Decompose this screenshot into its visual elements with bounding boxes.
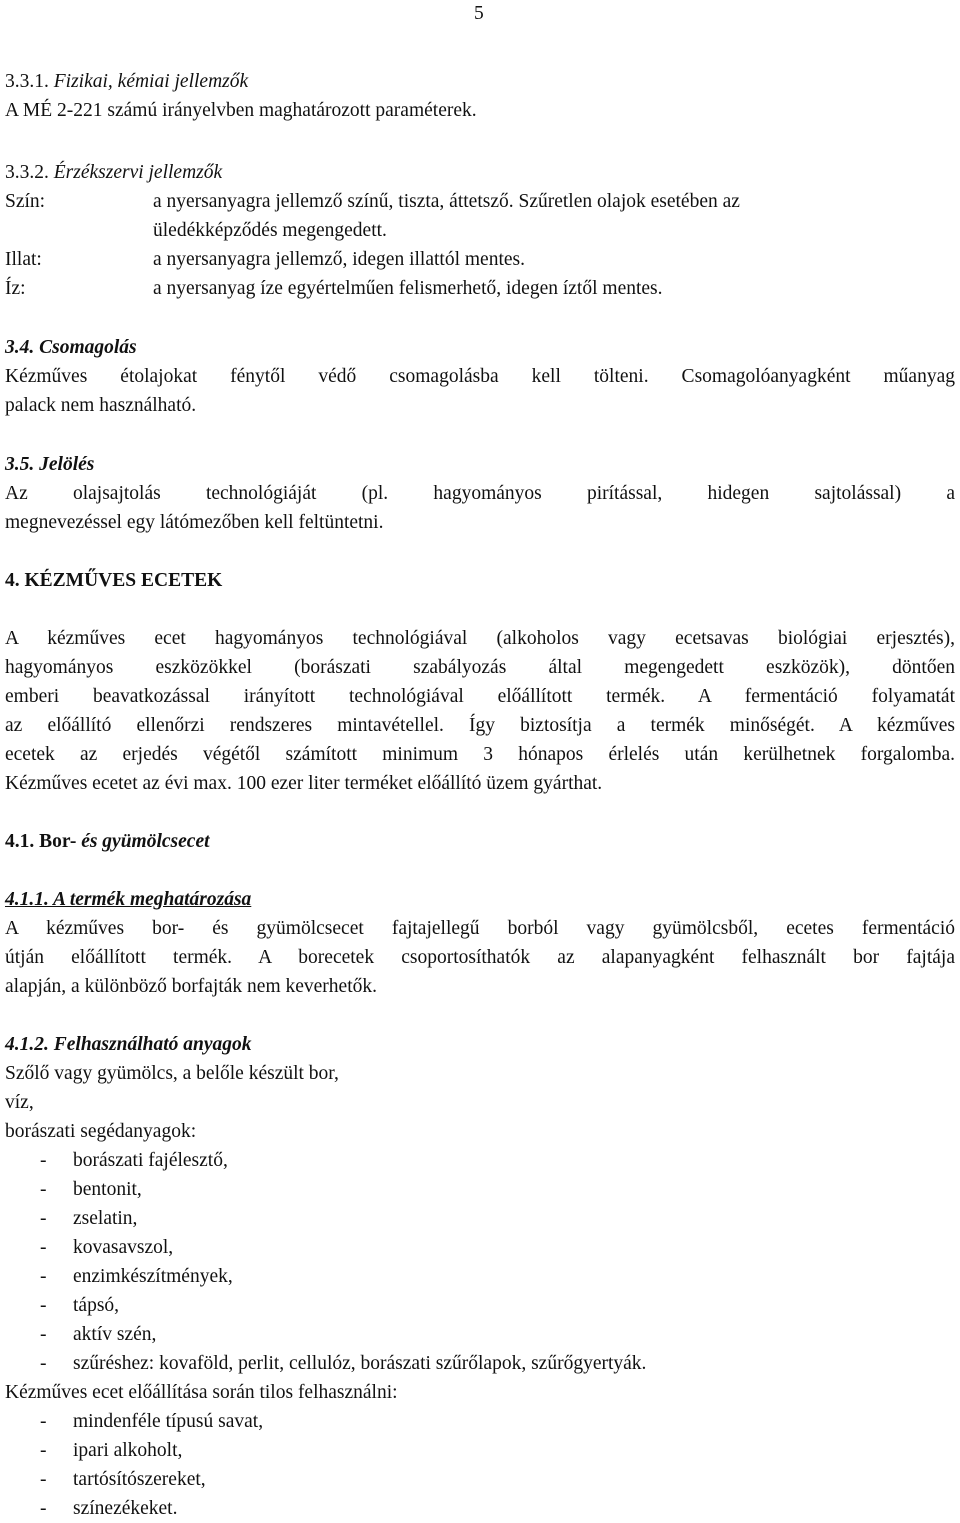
property-value: a nyersanyagra jellemző színű, tiszta, áttetsző. Szűretlen olajok esetében az: [153, 191, 740, 212]
property-value: a nyersanyagra jellemző, idegen illattól mentes.: [153, 249, 525, 270]
paragraph-line: A MÉ 2-221 számú irányelvben maghatározott paraméterek.: [5, 100, 477, 121]
property-row-smell: [5, 245, 955, 274]
page-number: 5: [474, 3, 484, 24]
list-dash: -: [40, 1324, 47, 1345]
heading-number: 3.3.1.: [5, 71, 49, 92]
list-item: [5, 1494, 955, 1523]
list-item-text: kovasavszol,: [73, 1237, 174, 1258]
list-item-text: borászati fajélesztő,: [73, 1150, 228, 1171]
paragraph-line: borászati segédanyagok:: [5, 1121, 197, 1142]
property-label: Íz:: [5, 278, 26, 299]
heading-title: Érzékszervi jellemzők: [53, 162, 223, 183]
section-3-3-2: [5, 158, 955, 303]
paragraph-line: útján előállított termék. A borecetek csoportosíthatók az alapanyagként felhasznált bor fajtája: [5, 947, 955, 968]
list-dash: -: [40, 1353, 47, 1374]
section-heading: 3.5. Jelölés: [5, 454, 95, 475]
section-heading: [5, 67, 955, 96]
list-dash: -: [40, 1237, 47, 1258]
list-item: [5, 1204, 955, 1233]
list-dash: -: [40, 1208, 47, 1229]
paragraph-line: emberi beavatkozással irányított technológiával előállított termék. A fermentáció folyamatát: [5, 686, 955, 707]
list-item-text: mindenféle típusú savat,: [73, 1411, 264, 1432]
list-dash: -: [40, 1150, 47, 1171]
heading-title: Fizikai, kémiai jellemzők: [53, 71, 249, 92]
property-value-continued: üledékképződés megengedett.: [153, 220, 387, 241]
list-dash: -: [40, 1498, 47, 1519]
list-item: [5, 1262, 955, 1291]
section-heading: 3.4. Csomagolás: [5, 337, 137, 358]
paragraph-line: Az olajsajtolás technológiáját (pl. hagyományos pirítással, hidegen sajtolással) a: [5, 483, 955, 504]
paragraph-line: Kézműves étolajokat fénytől védő csomagolásba kell tölteni. Csomagolóanyagként műanyag: [5, 366, 955, 387]
property-value: a nyersanyag íze egyértelműen felismerhető, idegen íztől mentes.: [153, 278, 663, 299]
section-4-1: [5, 827, 955, 856]
section-heading: [5, 827, 955, 856]
list-dash: -: [40, 1411, 47, 1432]
list-item-text: tartósítószereket,: [73, 1469, 206, 1490]
list-item: [5, 1407, 955, 1436]
list-item-text: aktív szén,: [73, 1324, 157, 1345]
list-dash: -: [40, 1266, 47, 1287]
list-item: [5, 1291, 955, 1320]
list-item-text: szűréshez: kovaföld, perlit, cellulóz, borászati szűrőlapok, szűrőgyertyák.: [73, 1353, 647, 1374]
property-label: Illat:: [5, 249, 42, 270]
paragraph-line: A kézműves ecet hagyományos technológiával (alkoholos vagy ecetsavas biológiai erjesztés),: [5, 628, 955, 649]
paragraph-line: hagyományos eszközökkel (borászati szabályozás által megengedett eszközök), döntően: [5, 657, 955, 678]
section-4: [5, 566, 955, 595]
paragraph-line: megnevezéssel egy látómezőben kell feltüntetni.: [5, 512, 384, 533]
paragraph-line: az előállító ellenőrzi rendszeres mintavétellel. Így biztosítja a termék minőségét. A kézműves: [5, 715, 955, 736]
list-dash: -: [40, 1295, 47, 1316]
heading-number: 3.3.2.: [5, 162, 49, 183]
property-row-taste: [5, 274, 955, 303]
chapter-heading: 4. KÉZMŰVES ECETEK: [5, 570, 223, 591]
paragraph-line: alapján, a különböző borfajták nem keverhetők.: [5, 976, 377, 997]
section-4-1-1: [5, 885, 955, 1001]
section-3-4: [5, 333, 955, 420]
paragraph-line: Kézműves ecetet az évi max. 100 ezer liter terméket előállító üzem gyárthat.: [5, 773, 603, 794]
list-item-text: zselatin,: [73, 1208, 138, 1229]
paragraph-line: ecetek az erjedés végétől számított minimum 3 hónapos érlelés után kerülhetnek forgalomba.: [5, 744, 955, 765]
heading-plain: 4.1. Bor-: [5, 831, 82, 852]
paragraph-line: víz,: [5, 1092, 34, 1113]
list-dash: -: [40, 1179, 47, 1200]
list-item-text: ipari alkoholt,: [73, 1440, 183, 1461]
paragraph-line: Kézműves ecet előállítása során tilos felhasználni:: [5, 1382, 398, 1403]
section-4-paragraph: [5, 624, 955, 798]
section-3-5: [5, 450, 955, 537]
list-item: [5, 1436, 955, 1465]
section-3-3-1: [5, 67, 955, 125]
list-item: [5, 1233, 955, 1262]
list-item: [5, 1320, 955, 1349]
section-heading: 4.1.2. Felhasználható anyagok: [5, 1034, 252, 1055]
list-item: [5, 1146, 955, 1175]
list-item-text: színezékeket.: [73, 1498, 178, 1519]
list-dash: -: [40, 1440, 47, 1461]
property-label: Szín:: [5, 191, 46, 212]
list-item-text: enzimkészítmények,: [73, 1266, 233, 1287]
list-item: [5, 1349, 955, 1378]
section-heading: 4.1.1. A termék meghatározása: [5, 889, 252, 910]
paragraph-line: A kézműves bor- és gyümölcsecet fajtajellegű borból vagy gyümölcsből, ecetes fermentáció: [5, 918, 955, 939]
list-item-text: tápsó,: [73, 1295, 120, 1316]
section-heading: [5, 158, 955, 187]
heading-italic: és gyümölcsecet: [81, 831, 210, 852]
property-row-color: [5, 187, 955, 216]
paragraph-line: palack nem használható.: [5, 395, 197, 416]
list-item-text: bentonit,: [73, 1179, 142, 1200]
paragraph-line: Szőlő vagy gyümölcs, a belőle készült bor,: [5, 1063, 339, 1084]
list-item: [5, 1175, 955, 1204]
list-dash: -: [40, 1469, 47, 1490]
section-4-1-2: [5, 1030, 955, 1523]
list-item: [5, 1465, 955, 1494]
